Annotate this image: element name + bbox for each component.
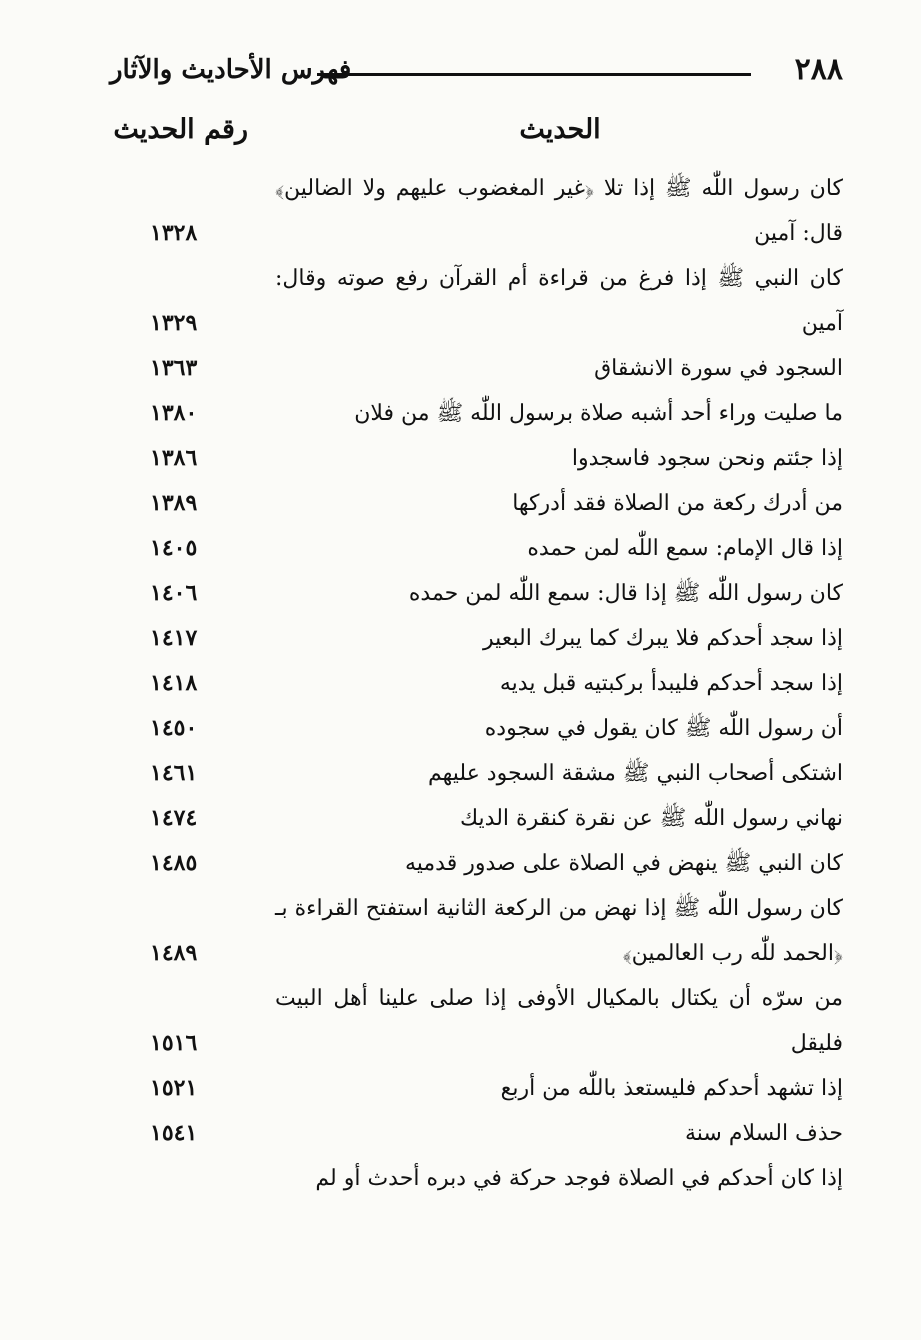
entry-number: ١٤٠٦ (150, 580, 198, 606)
entry-text: كان رسول اللّٰه ﷺ إذا تلا ﴿غير المغضوب عليهم ولا الضالين﴾ قال: آمين (275, 176, 843, 246)
page-number: ٢٨٨ (794, 52, 843, 87)
header-rule (317, 73, 751, 76)
entry-number: ١٣٨٠ (150, 400, 198, 426)
running-title: فهرس الأحاديث والآثار (110, 55, 352, 85)
entry-text: إذا قال الإمام: سمع اللّٰه لمن حمده (527, 536, 843, 561)
entry-number: ١٤٧٤ (150, 805, 198, 831)
column-header-number: رقم الحديث (113, 114, 248, 145)
entry-text: كان رسول اللّٰه ﷺ إذا قال: سمع اللّٰه لمن حمده (408, 581, 843, 606)
entry-text: نهاني رسول اللّٰه ﷺ عن نقرة كنقرة الديك (460, 806, 843, 831)
entry-number: ١٣٢٩ (150, 310, 198, 336)
entry-number: ١٣٨٦ (150, 445, 198, 471)
entry-number: ١٥٢١ (150, 1075, 198, 1101)
entry-number: ١٣٦٣ (150, 355, 198, 381)
entry-text: السجود في سورة الانشقاق (594, 356, 843, 381)
entry-number: ١٤٨٥ (150, 850, 198, 876)
entry-number: ١٣٨٩ (150, 490, 198, 516)
entry-text: كان النبي ﷺ ينهض في الصلاة على صدور قدميه (404, 851, 843, 876)
entry-text: كان رسول اللّٰه ﷺ إذا نهض من الركعة الثانية استفتح القراءة بـ ﴿الحمد للّٰه رب العالمين﴾ (275, 896, 843, 966)
entry-text: إذا جئتم ونحن سجود فاسجدوا (571, 446, 843, 471)
entry-number: ١٤١٨ (150, 670, 198, 696)
entry-number: ١٤٥٠ (150, 715, 198, 741)
entry-text: اشتكى أصحاب النبي ﷺ مشقة السجود عليهم (427, 761, 843, 786)
entry-text: إذا تشهد أحدكم فليستعذ باللّٰه من أربع (500, 1076, 843, 1101)
entry-text: من سرّه أن يكتال بالمكيال الأوفى إذا صلى علينا أهل البيت فليقل (275, 986, 843, 1056)
entry-number: ١٥١٦ (150, 1030, 198, 1056)
entry-number: ١٤١٧ (150, 625, 198, 651)
entry-text: كان النبي ﷺ إذا فرغ من قراءة أم القرآن رفع صوته وقال: آمين (275, 266, 843, 336)
entry-text: إذا سجد أحدكم فلا يبرك كما يبرك البعير (483, 626, 843, 651)
entry-text: أن رسول اللّٰه ﷺ كان يقول في سجوده (484, 716, 843, 741)
entry-number: ١٤٦١ (150, 760, 198, 786)
entry-number: ١٣٢٨ (150, 220, 198, 246)
entry-text: إذا كان أحدكم في الصلاة فوجد حركة في دبره أحدث أو لم (315, 1166, 843, 1191)
entry-number: ١٤٠٥ (150, 535, 198, 561)
entry-number: ١٥٤١ (150, 1120, 198, 1146)
entry-number: ١٤٨٩ (150, 940, 198, 966)
entry-text: حذف السلام سنة (685, 1121, 843, 1146)
entry-text: إذا سجد أحدكم فليبدأ بركبتيه قبل يديه (499, 671, 843, 696)
column-header-hadith: الحديث (519, 114, 601, 145)
entry-text: ما صليت وراء أحد أشبه صلاة برسول اللّٰه ﷺ من فلان (354, 401, 843, 426)
running-head (110, 50, 843, 90)
entry-text: من أدرك ركعة من الصلاة فقد أدركها (512, 491, 843, 516)
